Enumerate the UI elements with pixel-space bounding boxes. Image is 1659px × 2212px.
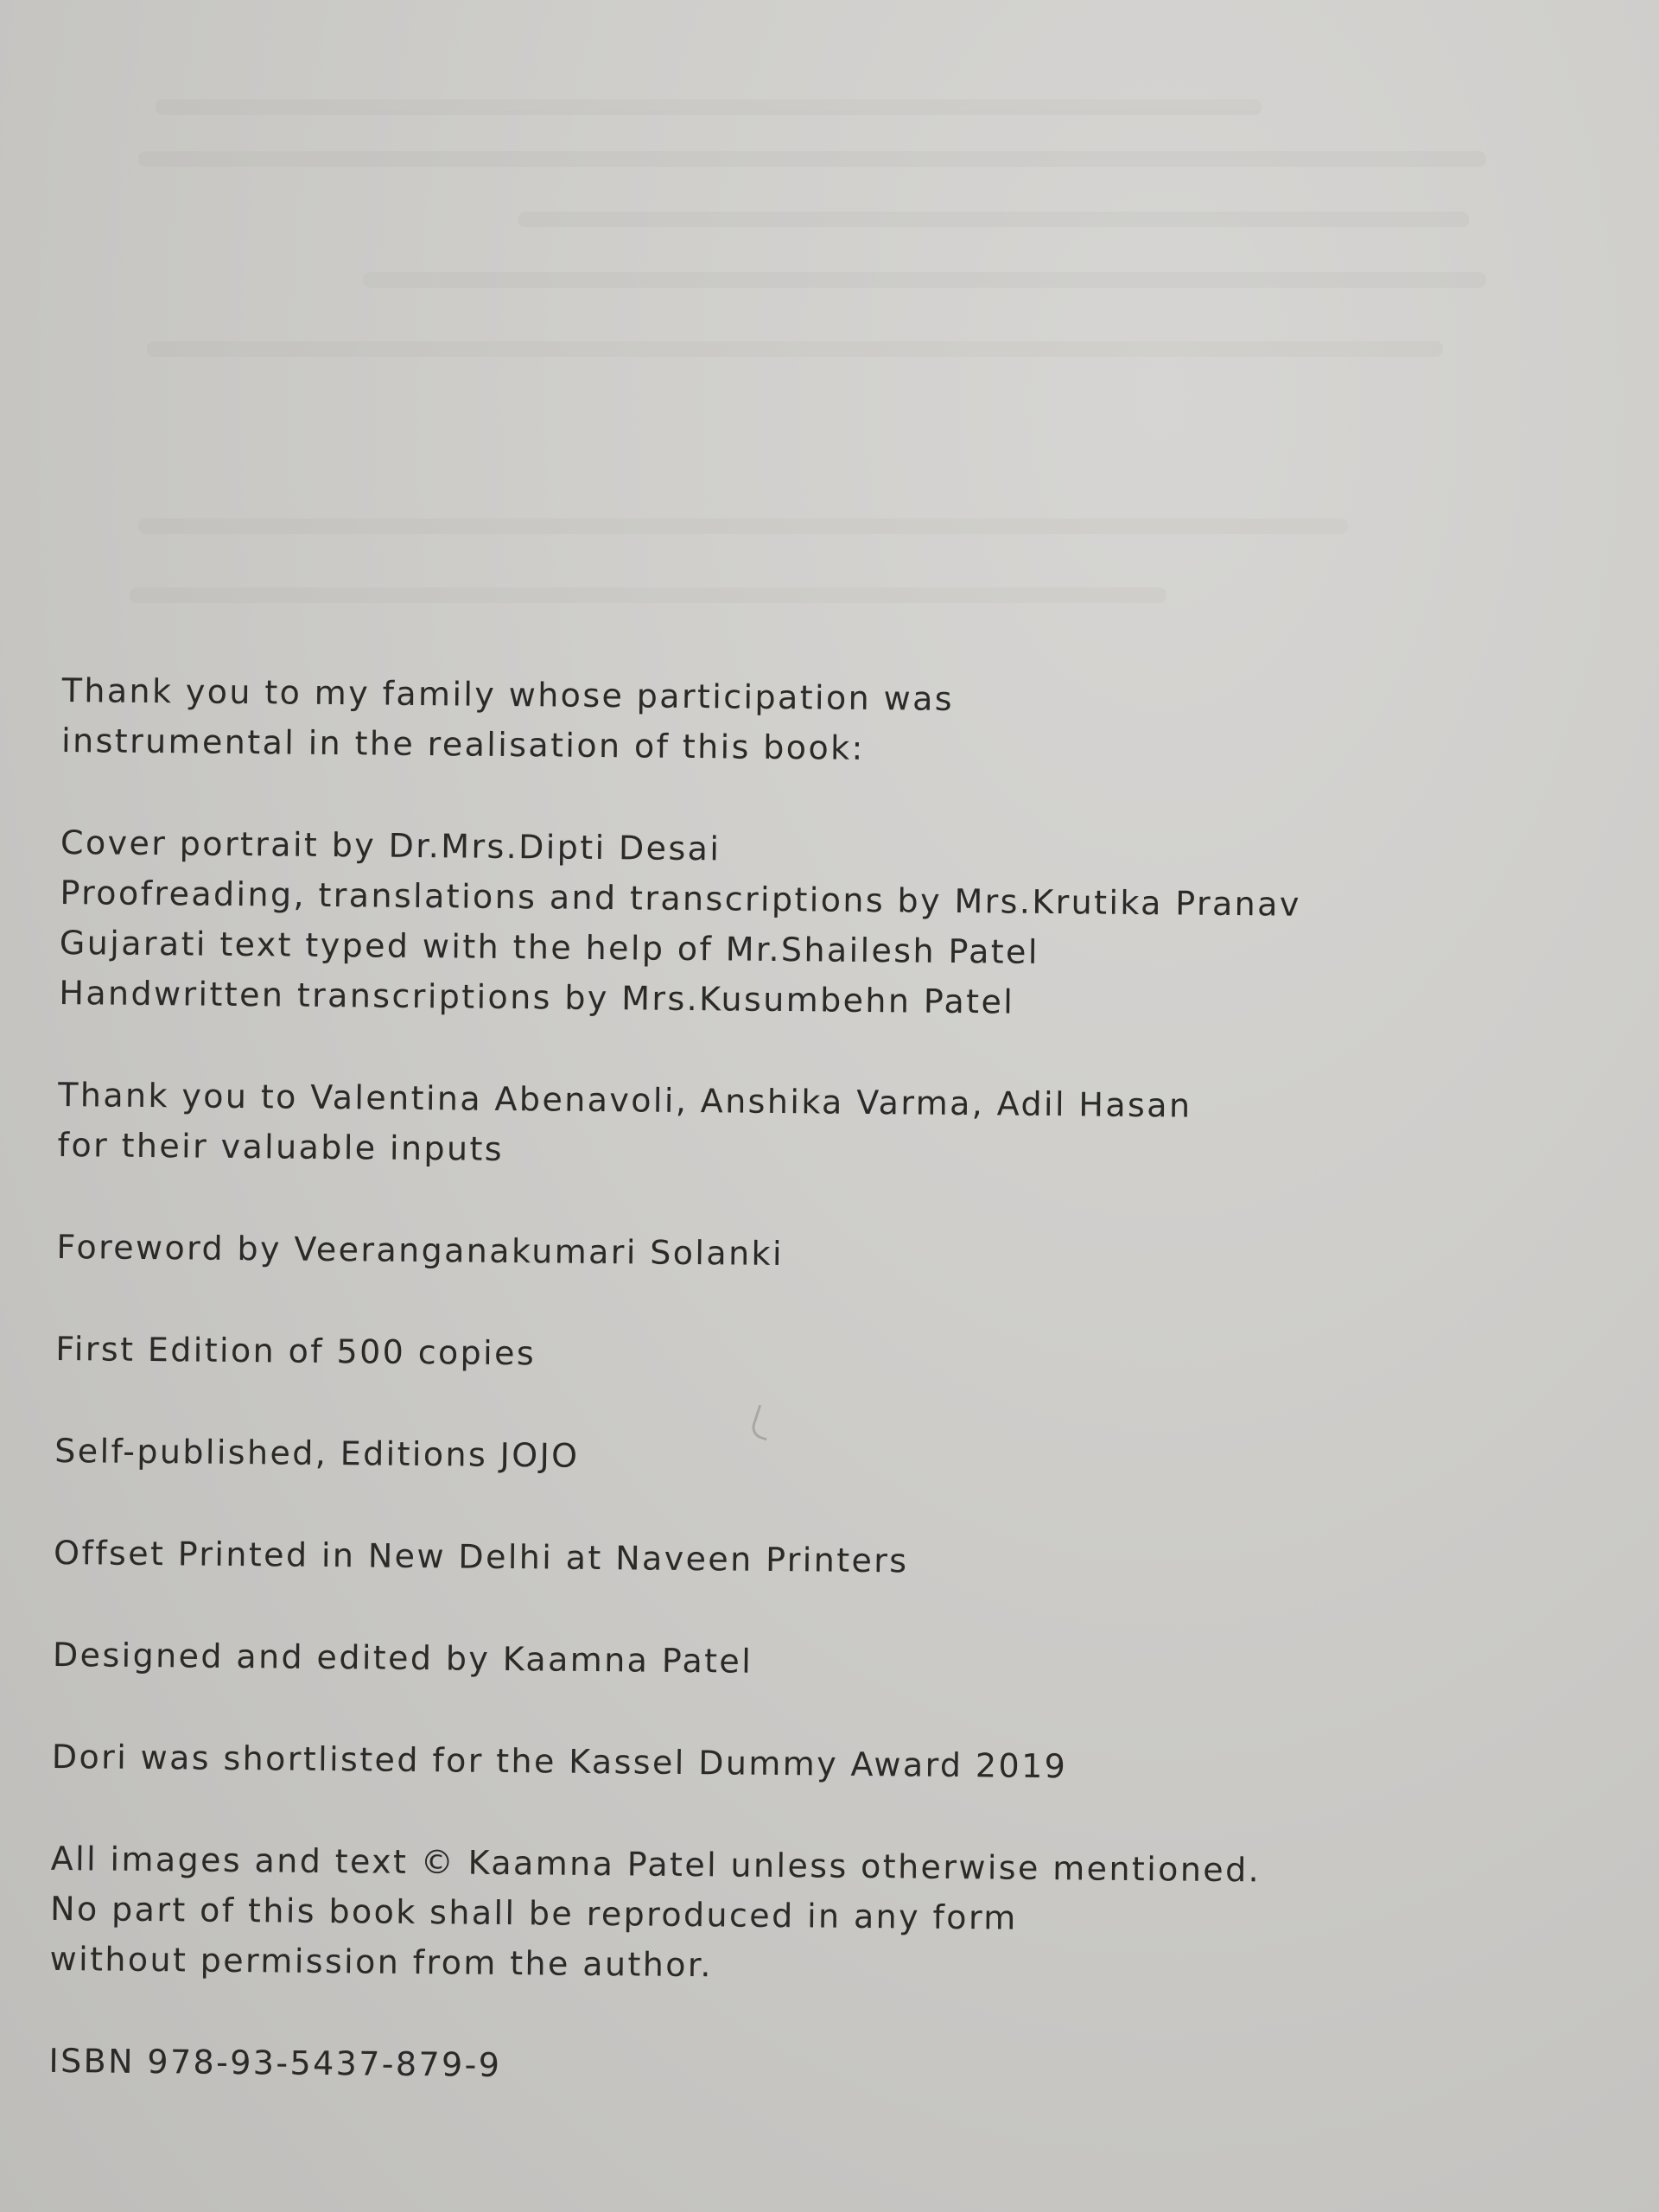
credit-handwritten-transcriptions: Handwritten transcriptions by Mrs.Kusumbehn Patel bbox=[59, 973, 1015, 1021]
printer-line: Offset Printed in New Delhi at Naveen Printers bbox=[53, 1533, 909, 1580]
credits-block bbox=[59, 817, 1547, 1032]
printer-block bbox=[54, 1528, 1540, 1592]
credit-gujarati-text: Gujarati text typed with the help of Mr.Shailesh Patel bbox=[59, 923, 1040, 971]
thanks-line-1: Thank you to Valentina Abenavoli, Anshika Varma, Adil Hasan bbox=[58, 1075, 1192, 1125]
credit-proofreading: Proofreading, translations and transcriptions by Mrs.Krutika Pranav bbox=[60, 873, 1301, 924]
isbn-block bbox=[48, 2036, 1535, 2101]
award-line: Dori was shortlisted for the Kassel Dummy Award 2019 bbox=[51, 1737, 1068, 1786]
edition-line: First Edition of 500 copies bbox=[55, 1329, 537, 1373]
acknowledgement-line-2: instrumental in the realisation of this book: bbox=[60, 721, 865, 767]
foreword-block bbox=[56, 1222, 1542, 1287]
copyright-line-2: No part of this book shall be reproduced in any form bbox=[49, 1889, 1018, 1937]
foreword-line: Foreword by Veeranganakumari Solanki bbox=[56, 1227, 785, 1274]
thanks-line-2: for their valuable inputs bbox=[57, 1125, 505, 1168]
copyright-line-1: All images and text © Kaamna Patel unless otherwise mentioned. bbox=[50, 1839, 1262, 1890]
award-block bbox=[52, 1732, 1538, 1796]
publisher-line: Self-published, Editions JOJO bbox=[54, 1431, 580, 1475]
colophon bbox=[48, 665, 1548, 2152]
designer-line: Designed and edited by Kaamna Patel bbox=[52, 1635, 753, 1681]
acknowledgement-line-1: Thank you to my family whose participation was bbox=[61, 671, 955, 718]
acknowledgement-block bbox=[61, 665, 1548, 780]
show-through-text bbox=[0, 0, 1659, 778]
copyright-block bbox=[49, 1834, 1537, 1999]
publisher-block bbox=[54, 1426, 1541, 1491]
copyright-line-3: without permission from the author. bbox=[49, 1939, 714, 1985]
designer-block bbox=[53, 1630, 1539, 1694]
credit-cover-portrait: Cover portrait by Dr.Mrs.Dipti Desai bbox=[60, 823, 721, 868]
thanks-block bbox=[57, 1070, 1544, 1185]
edition-block bbox=[55, 1324, 1541, 1389]
isbn-line: ISBN 978-93-5437-879-9 bbox=[48, 2041, 502, 2084]
